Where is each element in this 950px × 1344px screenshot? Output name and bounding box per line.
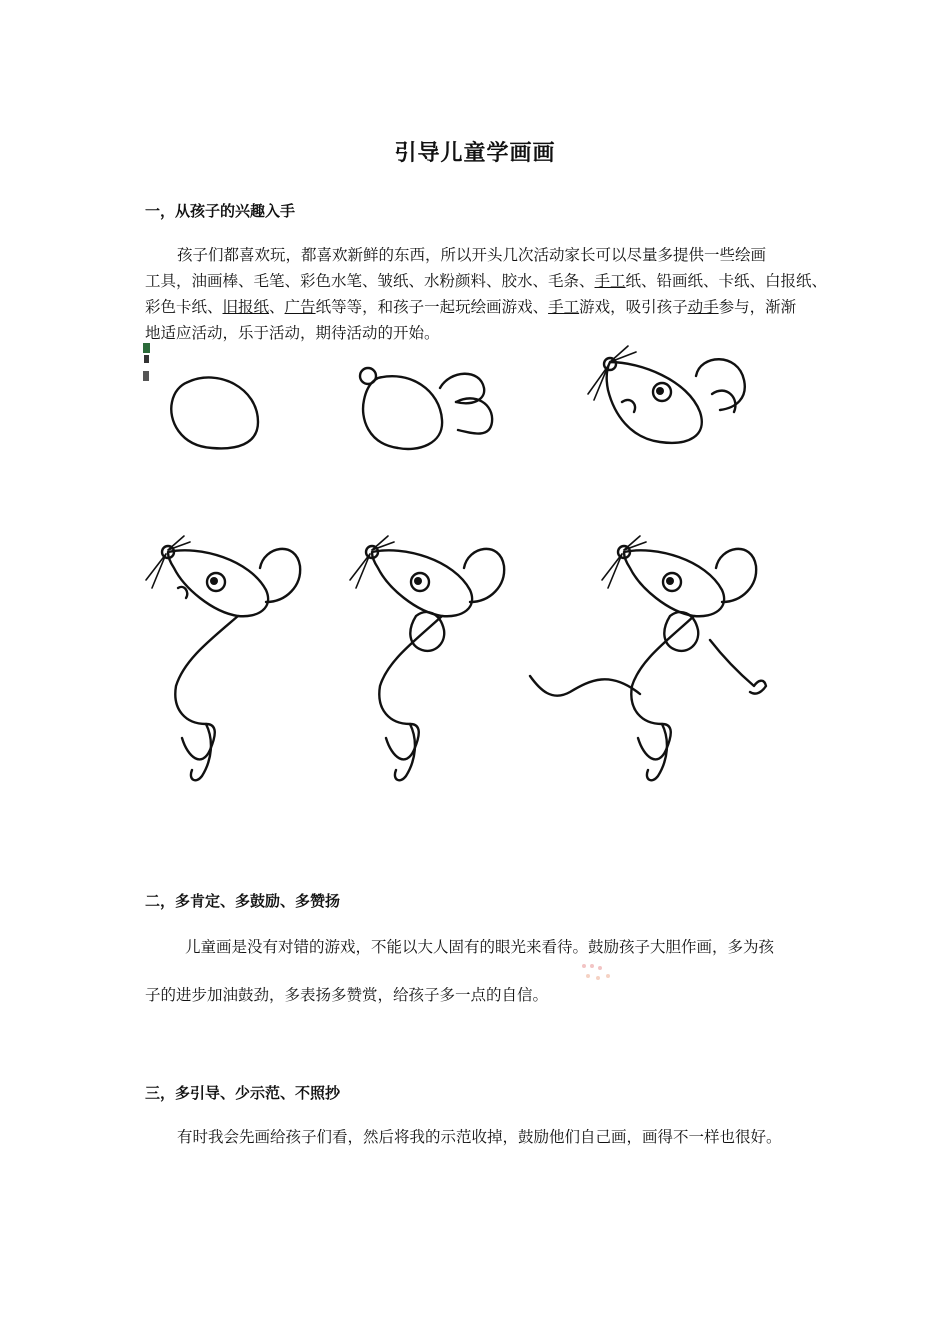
section-2-heading: 二，多肯定、多鼓励、多赞扬 (145, 892, 341, 910)
underlined-term: 手工 (594, 272, 626, 290)
underlined-term: 广告 (284, 298, 316, 316)
paragraph-line (145, 982, 809, 1008)
section-1-heading: 一，从孩子的兴趣入手 (145, 202, 296, 220)
section-3-paragraph (145, 1124, 809, 1150)
underlined-term: 动手 (687, 298, 719, 316)
text-run: 纸、铅画纸、卡纸、白报纸、 (625, 272, 828, 290)
step-3-mouse-face (588, 346, 745, 443)
paragraph-line (145, 294, 809, 320)
step-1-mouse-head-outline (171, 377, 258, 448)
section-1-paragraph (145, 242, 828, 346)
section-2-paragraph (145, 934, 809, 1030)
text-run: 、 (269, 298, 285, 316)
underlined-term: 旧报纸 (222, 298, 270, 316)
faint-stamp-mark (578, 958, 618, 988)
underlined-term: 手工 (548, 298, 580, 316)
text-run: 纸等等，和孩子一起玩绘画游戏、 (315, 298, 549, 316)
mouse-drawing-steps (140, 340, 780, 790)
step-4-mouse-body (146, 536, 300, 780)
text-run: 彩色卡纸、 (145, 298, 223, 316)
paragraph-line (145, 268, 828, 294)
text-run: 游戏，吸引孩子 (579, 298, 688, 316)
paragraph-line (145, 242, 809, 268)
step-5-mouse-arm (350, 536, 504, 780)
text-run: 地适应活动，乐于活动，期待活动的开始。 (145, 324, 440, 342)
text-run: 参与，渐渐 (718, 298, 797, 316)
text-run: 工具，油画棒、毛笔、彩色水笔、皱纸、水粉颜料、胶水、毛条、 (145, 272, 595, 290)
step-2-mouse-head-ears (360, 368, 492, 449)
paragraph-line (145, 934, 809, 960)
text-run: 儿童画是没有对错的游戏，不能以大人固有的眼光来看待。鼓励孩子大胆作画，多为孩 (185, 938, 775, 956)
step-6-complete-mouse (530, 536, 766, 780)
paragraph-line (145, 1124, 809, 1150)
text-run: 子的进步加油鼓劲，多表扬多赞赏，给孩子多一点的自信。 (145, 986, 549, 1004)
section-3-heading: 三，多引导、少示范、不照抄 (145, 1084, 341, 1102)
document-title: 引导儿童学画画 (394, 141, 556, 166)
text-run: 有时我会先画给孩子们看，然后将我的示范收掉，鼓励他们自己画，画得不一样也很好。 (177, 1128, 782, 1146)
text-run: 孩子们都喜欢玩，都喜欢新鲜的东西，所以开头几次活动家长可以尽量多提供一些绘画 (177, 246, 767, 264)
